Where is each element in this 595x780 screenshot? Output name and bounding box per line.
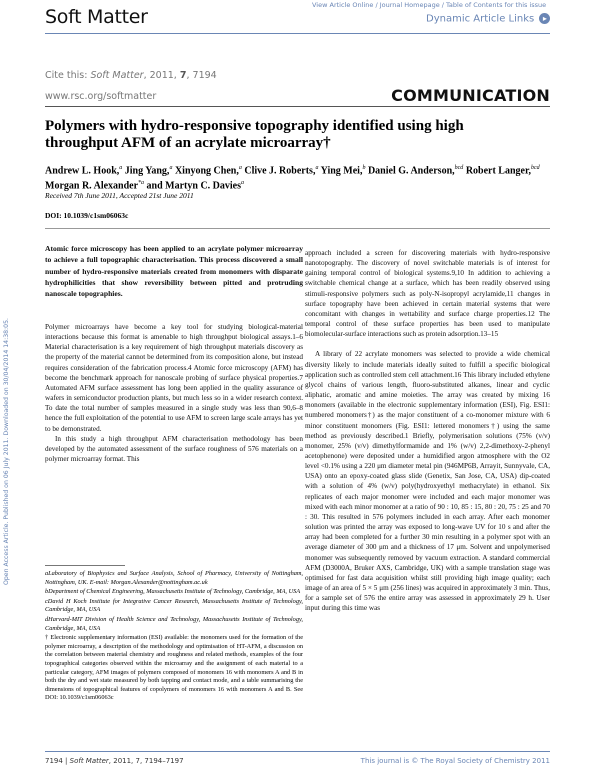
dynamic-article-links[interactable] (426, 13, 550, 25)
left-column (45, 322, 303, 464)
author-name: Xinyong Chen, (174, 165, 239, 177)
paragraph: A library of 22 acrylate monomers was selected to provide a wide chemical diversity likely to include materials ideally suited to fulfill a specific biological application such as controlled stem cell attachment.16 This library included ethylene glycol chains of various length, fluoro-substituted alkanes, linear and cyclic aliphatic, aromatic and amine moieties. The array was created by mixing 16 monomers (available in the electronic supplementary information (ESI), Fig. ESI1: numbered monomers†) as the major constituent of a co-monomer mixture with 6 minor constituent monomers (Fig. ESI1: lettered monomers†) using the same method as previously described.1 Briefly, polymerisation solutions (75% (v/v) monomer, 25% (v/v) dimethylformamide and 1% (w/v) 2,2-dimethoxy-2-phenyl acetophenone) were deposited under a humidified argon atmosphere with the O2 level <0.1% using a 220 μm diameter metal pin (946MP6B, Arrayit, Sunnyvale, CA, USA) onto an epoxy-coated glass slide (Genetix, San Jose, CA, USA) dip-coated with a solution of 4% (w/v) poly(hydroxyethyl methacrylate) in ethanol. Six replicates of each major monomer were included and each major monomer was mixed with each minor monomer at a ratio of 90 : 10, 85 : 15, 80 : 20, 75 : 25 and 70 : 30. This resulted in 576 polymers included in each array. After each monomer solution was printed the array was exposed to long-wave UV for 10 s and after the array had been completed for a further 30 min resulting in a polymer spot with an average diameter of 300 μm and a thickness of 17 μm. Solvent and unpolymerised monomer was subsequently removed by vacuum extraction. A standard commercial AFM (D3000A, Bruker AXS, Cambridge, UK) with a sample translation stage was optimised for fast data acquisition whilst still providing high image quality; each image of an area of 5 × 5 μm (256 lines) was acquired in approximately 3 min. Thus, for a sample set of 576 the entire array was assessed in approximately 29 h. User input during this time was (305, 350, 550, 613)
author-affiliation-mark: a (238, 165, 242, 171)
author-name: Ying Mei, (320, 165, 363, 177)
author-affiliation-mark: bcd (454, 165, 464, 171)
author-affiliation-mark: *a (138, 180, 145, 187)
footer-page: 7194 | (45, 757, 70, 765)
journal-name: Soft Matter (45, 6, 148, 28)
open-access-sidebar: Open Access Article. Published on 06 July 2011. Downloaded on 30/04/2014 14:38:05. (3, 318, 10, 585)
paragraph: approach included a screen for discovering materials with hydro-responsive nanotopography. The discovery of novel switchable materials is of interest for gaining temporal control of biological systems.9,10 In addition to achieving a switchable chemical change at a surface, which has been readily observed using stimuli-responsive polymers such as poly-N-isopropyl acrylamide,11 changes in surface topography have been achieved in certain material systems that were concomitant with changes in wettability and surface charge properties.12 The temporal control of these surface properties has been used to manipulate biomolecular-surface interactions such as protein adsorption.13–15 (305, 249, 550, 339)
author-name: and Martyn C. Davies (146, 180, 241, 192)
author-name: Robert Langer, (465, 165, 531, 177)
article-title: Polymers with hydro-responsive topography identified using high throughput AFM of an acrylate microarray† (45, 118, 464, 151)
abstract: Atomic force microscopy has been applied to an acrylate polymer microarray to achieve a full topographic characterisation. This process discovered a small number of hydro-responsive materials created from monomers with disparate hydrophilicities that show reversibility between pitted and protruding nanoscale topographies. (45, 244, 303, 299)
author-affiliation-mark: a (169, 165, 173, 171)
paragraph: Polymer microarrays have become a key tool for studying biological-material interactions because this format is amenable to high throughput biological assays.1–6 Material characterisation is a key requirement of high throughput materials discovery as the property of the material cannot be determined from its composition alone, but instead requires consideration of the fabrication process.4 Atomic force microscopy (AFM) has become the benchmark approach for nanoscale probing of surface physical properties.7 Automated AFM surface assessment has long been applied in the quality assurance of wafers in semiconductor production plants, but much less so in a wider research context. To date the total number of samples measured in a single study was less than 90,6–8 hence the full exploitation of the potential to use AFM to screen large scale arrays has yet to be demonstrated. (45, 323, 303, 433)
cite-year: , 2011, (143, 70, 180, 81)
cite-journal: Soft Matter (90, 70, 144, 81)
footnotes (45, 570, 303, 704)
article-doi[interactable]: DOI: 10.1039/c1sm06063c (45, 211, 129, 220)
author-affiliation-mark: b (362, 165, 366, 171)
title-rule (45, 228, 550, 229)
affiliation-b: bDepartment of Chemical Engineering, Massachusetts Institute of Technology, Cambridge, MA, USA (45, 588, 301, 596)
footer-volume-pages: , 2011, 7, 7194–7197 (108, 757, 184, 765)
affiliation-c: cDavid H Koch Institute for Integrative Cancer Research, Massachusetts Institute of Technology, Cambridge, MA, USA (45, 597, 303, 614)
author-name: Morgan R. Alexander (45, 180, 139, 192)
citation (45, 70, 217, 81)
footer-journal: Soft Matter (69, 757, 109, 765)
affiliation-d: dHarvard-MIT Division of Health Science and Technology, Massachusetts Institute of Technology, Cambridge, MA, USA (45, 615, 303, 632)
footnote-rule (45, 565, 125, 566)
author-affiliation-mark: a (119, 165, 123, 171)
category-rule (45, 106, 550, 107)
cite-volume: 7 (179, 70, 187, 81)
received-accepted-dates: Received 7th June 2011, Accepted 21st June 2011 (45, 191, 194, 200)
journal-website[interactable]: www.rsc.org/softmatter (45, 91, 157, 102)
top-links: View Article Online / Journal Homepage / Table of Contents for this issue (312, 1, 547, 9)
arrow-icon: ▸ (539, 13, 550, 24)
article-category: COMMUNICATION (391, 86, 550, 105)
dynamic-article-links-label: Dynamic Article Links (426, 13, 535, 25)
view-article-online-link[interactable]: View Article Online (312, 1, 374, 9)
footer-copyright: This journal is © The Royal Society of Chemistry 2011 (360, 757, 550, 765)
author-name: Jing Yang, (124, 165, 170, 177)
affiliation-a: aLaboratory of Biophysics and Surface Analysis, School of Pharmacy, University of Nottingham, Nottingham, UK. E-mail: Morgan.Alexander@nottingham.ac.uk (45, 570, 303, 586)
author-name: Clive J. Roberts, (244, 165, 316, 177)
cite-prefix: Cite this: (45, 70, 88, 81)
esi-note: † Electronic supplementary information (ESI) available: the monomers used for the formation of the polymer microarray, a description of the methodology and optimisation of HT-AFM, a discussion on the correlation between material chemistry and roughness and related methods, examples of the four topographical categories observed within the microarray and the assignment of each material to a particular category, AFM images of polymers composed of monomers 16 with monomers A and B in both the dry and wet state measured by both tapping and contact mode, and a table summarising the dimensions of topographical features of copolymers of monomers 16 with monomers A and B. See DOI: 10.1039/c1sm06063c (45, 634, 303, 702)
right-column (305, 248, 550, 613)
author-affiliation-mark: bcd (531, 165, 540, 171)
author-affiliation-mark: a (241, 180, 244, 187)
journal-homepage-link[interactable]: Journal Homepage (379, 1, 440, 9)
author-list (45, 162, 545, 193)
author-name: Andrew L. Hook, (45, 165, 120, 177)
paragraph: In this study a high throughput AFM characterisation methodology has been developed by the automated assessment of the surface roughness of 576 materials on a polymer microarray format. This (45, 434, 303, 464)
author-name: Daniel G. Anderson, (367, 165, 455, 177)
cite-page: , 7194 (186, 70, 217, 81)
header-rule (45, 33, 550, 34)
footer-rule (45, 751, 550, 752)
author-affiliation-mark: a (315, 165, 319, 171)
table-of-contents-link[interactable]: Table of Contents for this issue (446, 1, 547, 9)
footer-citation (45, 757, 184, 765)
